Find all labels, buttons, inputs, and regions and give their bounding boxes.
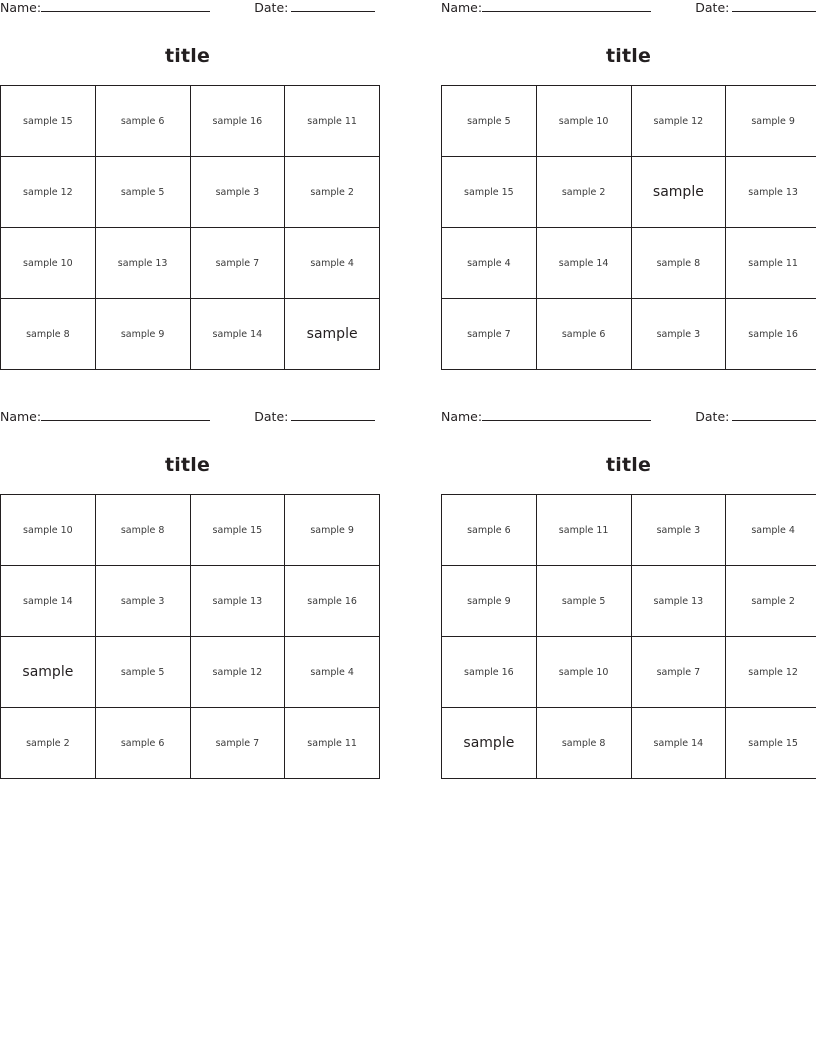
date-input-line[interactable] xyxy=(732,0,816,12)
bingo-cell[interactable]: sample 9 xyxy=(726,86,816,157)
bingo-cell[interactable]: sample 4 xyxy=(285,228,380,299)
date-label: Date: xyxy=(695,0,730,15)
bingo-cell[interactable]: sample 13 xyxy=(726,157,816,228)
bingo-cell[interactable]: sample 6 xyxy=(95,708,190,779)
bingo-cell[interactable]: sample 11 xyxy=(536,495,631,566)
card-title: title xyxy=(605,454,652,476)
date-label: Date: xyxy=(695,409,730,424)
bingo-cell[interactable]: sample 9 xyxy=(285,495,380,566)
bingo-cell[interactable]: sample 14 xyxy=(190,299,285,370)
bingo-cell[interactable]: sample 15 xyxy=(190,495,285,566)
table-row xyxy=(442,157,816,228)
table-row xyxy=(1,495,380,566)
bingo-card xyxy=(441,409,816,779)
date-input-line[interactable] xyxy=(732,409,816,421)
table-row xyxy=(1,157,380,228)
bingo-cell[interactable]: sample 16 xyxy=(285,566,380,637)
bingo-cell[interactable]: sample 9 xyxy=(95,299,190,370)
bingo-cell[interactable]: sample 7 xyxy=(442,299,537,370)
table-row xyxy=(442,708,816,779)
bingo-cell[interactable]: sample 12 xyxy=(1,157,96,228)
bingo-free-cell[interactable]: sample xyxy=(442,708,537,779)
bingo-cell[interactable]: sample 5 xyxy=(536,566,631,637)
bingo-card xyxy=(441,0,816,370)
bingo-free-cell[interactable]: sample xyxy=(285,299,380,370)
table-row xyxy=(442,495,816,566)
bingo-cell[interactable]: sample 11 xyxy=(285,708,380,779)
date-input-line[interactable] xyxy=(291,409,375,421)
table-row xyxy=(1,708,380,779)
date-label: Date: xyxy=(254,0,289,15)
bingo-cell[interactable]: sample 15 xyxy=(726,708,816,779)
table-row xyxy=(442,86,816,157)
bingo-cell[interactable]: sample 13 xyxy=(631,566,726,637)
bingo-cell[interactable]: sample 7 xyxy=(631,637,726,708)
table-row xyxy=(1,299,380,370)
card-header xyxy=(0,409,375,429)
bingo-cell[interactable]: sample 3 xyxy=(631,495,726,566)
bingo-grid xyxy=(441,494,816,779)
bingo-cell[interactable]: sample 14 xyxy=(536,228,631,299)
bingo-cell[interactable]: sample 6 xyxy=(442,495,537,566)
bingo-cell[interactable]: sample 8 xyxy=(631,228,726,299)
bingo-cell[interactable]: sample 6 xyxy=(536,299,631,370)
bingo-cell[interactable]: sample 4 xyxy=(285,637,380,708)
card-header xyxy=(441,409,816,429)
bingo-cell[interactable]: sample 10 xyxy=(1,228,96,299)
bingo-cell[interactable]: sample 14 xyxy=(631,708,726,779)
bingo-cell[interactable]: sample 2 xyxy=(536,157,631,228)
bingo-cell[interactable]: sample 7 xyxy=(190,708,285,779)
bingo-cell[interactable]: sample 9 xyxy=(442,566,537,637)
bingo-cell[interactable]: sample 10 xyxy=(1,495,96,566)
bingo-cell[interactable]: sample 7 xyxy=(190,228,285,299)
table-row xyxy=(1,637,380,708)
bingo-cell[interactable]: sample 5 xyxy=(442,86,537,157)
bingo-cell[interactable]: sample 12 xyxy=(726,637,816,708)
table-row xyxy=(442,299,816,370)
bingo-cell[interactable]: sample 15 xyxy=(442,157,537,228)
bingo-cell[interactable]: sample 8 xyxy=(536,708,631,779)
bingo-free-cell[interactable]: sample xyxy=(631,157,726,228)
bingo-cell[interactable]: sample 4 xyxy=(726,495,816,566)
card-title: title xyxy=(164,454,211,476)
bingo-cell[interactable]: sample 2 xyxy=(1,708,96,779)
bingo-cell[interactable]: sample 3 xyxy=(190,157,285,228)
name-input-line[interactable] xyxy=(482,0,651,12)
bingo-cell[interactable]: sample 5 xyxy=(95,157,190,228)
bingo-cell[interactable]: sample 11 xyxy=(726,228,816,299)
table-row xyxy=(1,86,380,157)
name-label: Name: xyxy=(0,0,42,15)
name-label: Name: xyxy=(0,409,42,424)
bingo-cell[interactable]: sample 14 xyxy=(1,566,96,637)
card-header xyxy=(441,0,816,20)
bingo-cell[interactable]: sample 15 xyxy=(1,86,96,157)
bingo-cell[interactable]: sample 16 xyxy=(190,86,285,157)
name-input-line[interactable] xyxy=(41,0,210,12)
bingo-cell[interactable]: sample 3 xyxy=(95,566,190,637)
card-title: title xyxy=(164,45,211,67)
bingo-cell[interactable]: sample 8 xyxy=(95,495,190,566)
bingo-cell[interactable]: sample 10 xyxy=(536,637,631,708)
date-input-line[interactable] xyxy=(291,0,375,12)
bingo-cell[interactable]: sample 13 xyxy=(95,228,190,299)
table-row xyxy=(442,228,816,299)
bingo-cell[interactable]: sample 3 xyxy=(631,299,726,370)
bingo-cell[interactable]: sample 5 xyxy=(95,637,190,708)
bingo-grid xyxy=(0,85,380,370)
card-header xyxy=(0,0,375,20)
bingo-cell[interactable]: sample 6 xyxy=(95,86,190,157)
name-label: Name: xyxy=(441,0,483,15)
table-row xyxy=(1,566,380,637)
table-row xyxy=(442,637,816,708)
bingo-cell[interactable]: sample 2 xyxy=(726,566,816,637)
bingo-cell[interactable]: sample 10 xyxy=(536,86,631,157)
bingo-grid xyxy=(0,494,380,779)
bingo-cell[interactable]: sample 12 xyxy=(190,637,285,708)
name-input-line[interactable] xyxy=(482,409,651,421)
bingo-grid xyxy=(441,85,816,370)
bingo-cell[interactable]: sample 16 xyxy=(442,637,537,708)
name-label: Name: xyxy=(441,409,483,424)
name-input-line[interactable] xyxy=(41,409,210,421)
bingo-free-cell[interactable]: sample xyxy=(1,637,96,708)
bingo-cell[interactable]: sample 2 xyxy=(285,157,380,228)
bingo-cell[interactable]: sample 16 xyxy=(726,299,816,370)
bingo-cell[interactable]: sample 13 xyxy=(190,566,285,637)
card-title: title xyxy=(605,45,652,67)
bingo-cell[interactable]: sample 4 xyxy=(442,228,537,299)
bingo-card xyxy=(0,409,375,779)
bingo-card xyxy=(0,0,375,370)
table-row xyxy=(1,228,380,299)
bingo-cell[interactable]: sample 12 xyxy=(631,86,726,157)
date-label: Date: xyxy=(254,409,289,424)
table-row xyxy=(442,566,816,637)
bingo-cell[interactable]: sample 8 xyxy=(1,299,96,370)
bingo-cell[interactable]: sample 11 xyxy=(285,86,380,157)
